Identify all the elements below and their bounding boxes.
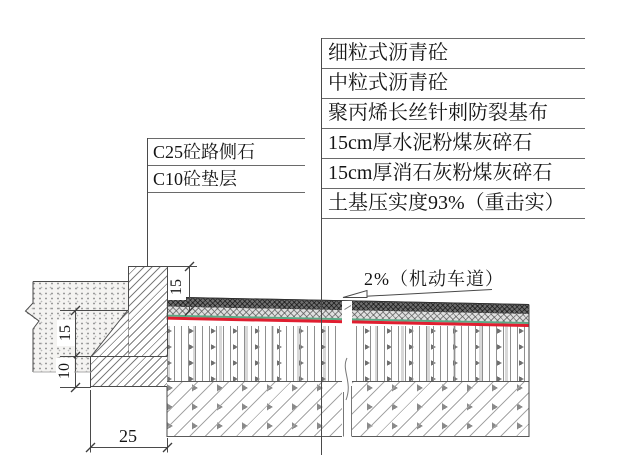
layer-legend-table bbox=[321, 38, 585, 219]
curb-stone bbox=[128, 266, 168, 357]
legend-row-cement-flyash: 15cm厚水泥粉煤灰碎石 bbox=[322, 129, 585, 159]
concrete-bedding bbox=[90, 356, 168, 387]
legend-row-medium-asphalt: 中粒式沥青砼 bbox=[322, 69, 585, 99]
slope-mark-triangle bbox=[343, 291, 367, 298]
curb-legend-table bbox=[147, 138, 305, 193]
legend-row-lime-flyash: 15cm厚消石灰粉煤灰碎石 bbox=[322, 159, 585, 189]
dim-label-curb-reveal: 15 bbox=[168, 274, 186, 300]
drawing-break-gap bbox=[342, 301, 352, 437]
legend-row-anticrack-fabric: 聚丙烯长丝针刺防裂基布 bbox=[322, 99, 585, 129]
legend-row-curb-stone: C25砼路侧石 bbox=[148, 139, 305, 166]
dim-label-bedding-thickness: 10 bbox=[56, 358, 74, 384]
legend-row-subgrade: 土基压实度93%（重击实） bbox=[322, 189, 585, 219]
legend-row-fine-asphalt: 细粒式沥青砼 bbox=[322, 39, 585, 69]
legend-row-cushion: C10砼垫层 bbox=[148, 166, 305, 193]
dim-label-bedding-width: 25 bbox=[112, 427, 144, 446]
dim-label-curb-back-height: 15 bbox=[57, 320, 75, 346]
slope-label: 2%（机动车道） bbox=[364, 269, 504, 289]
